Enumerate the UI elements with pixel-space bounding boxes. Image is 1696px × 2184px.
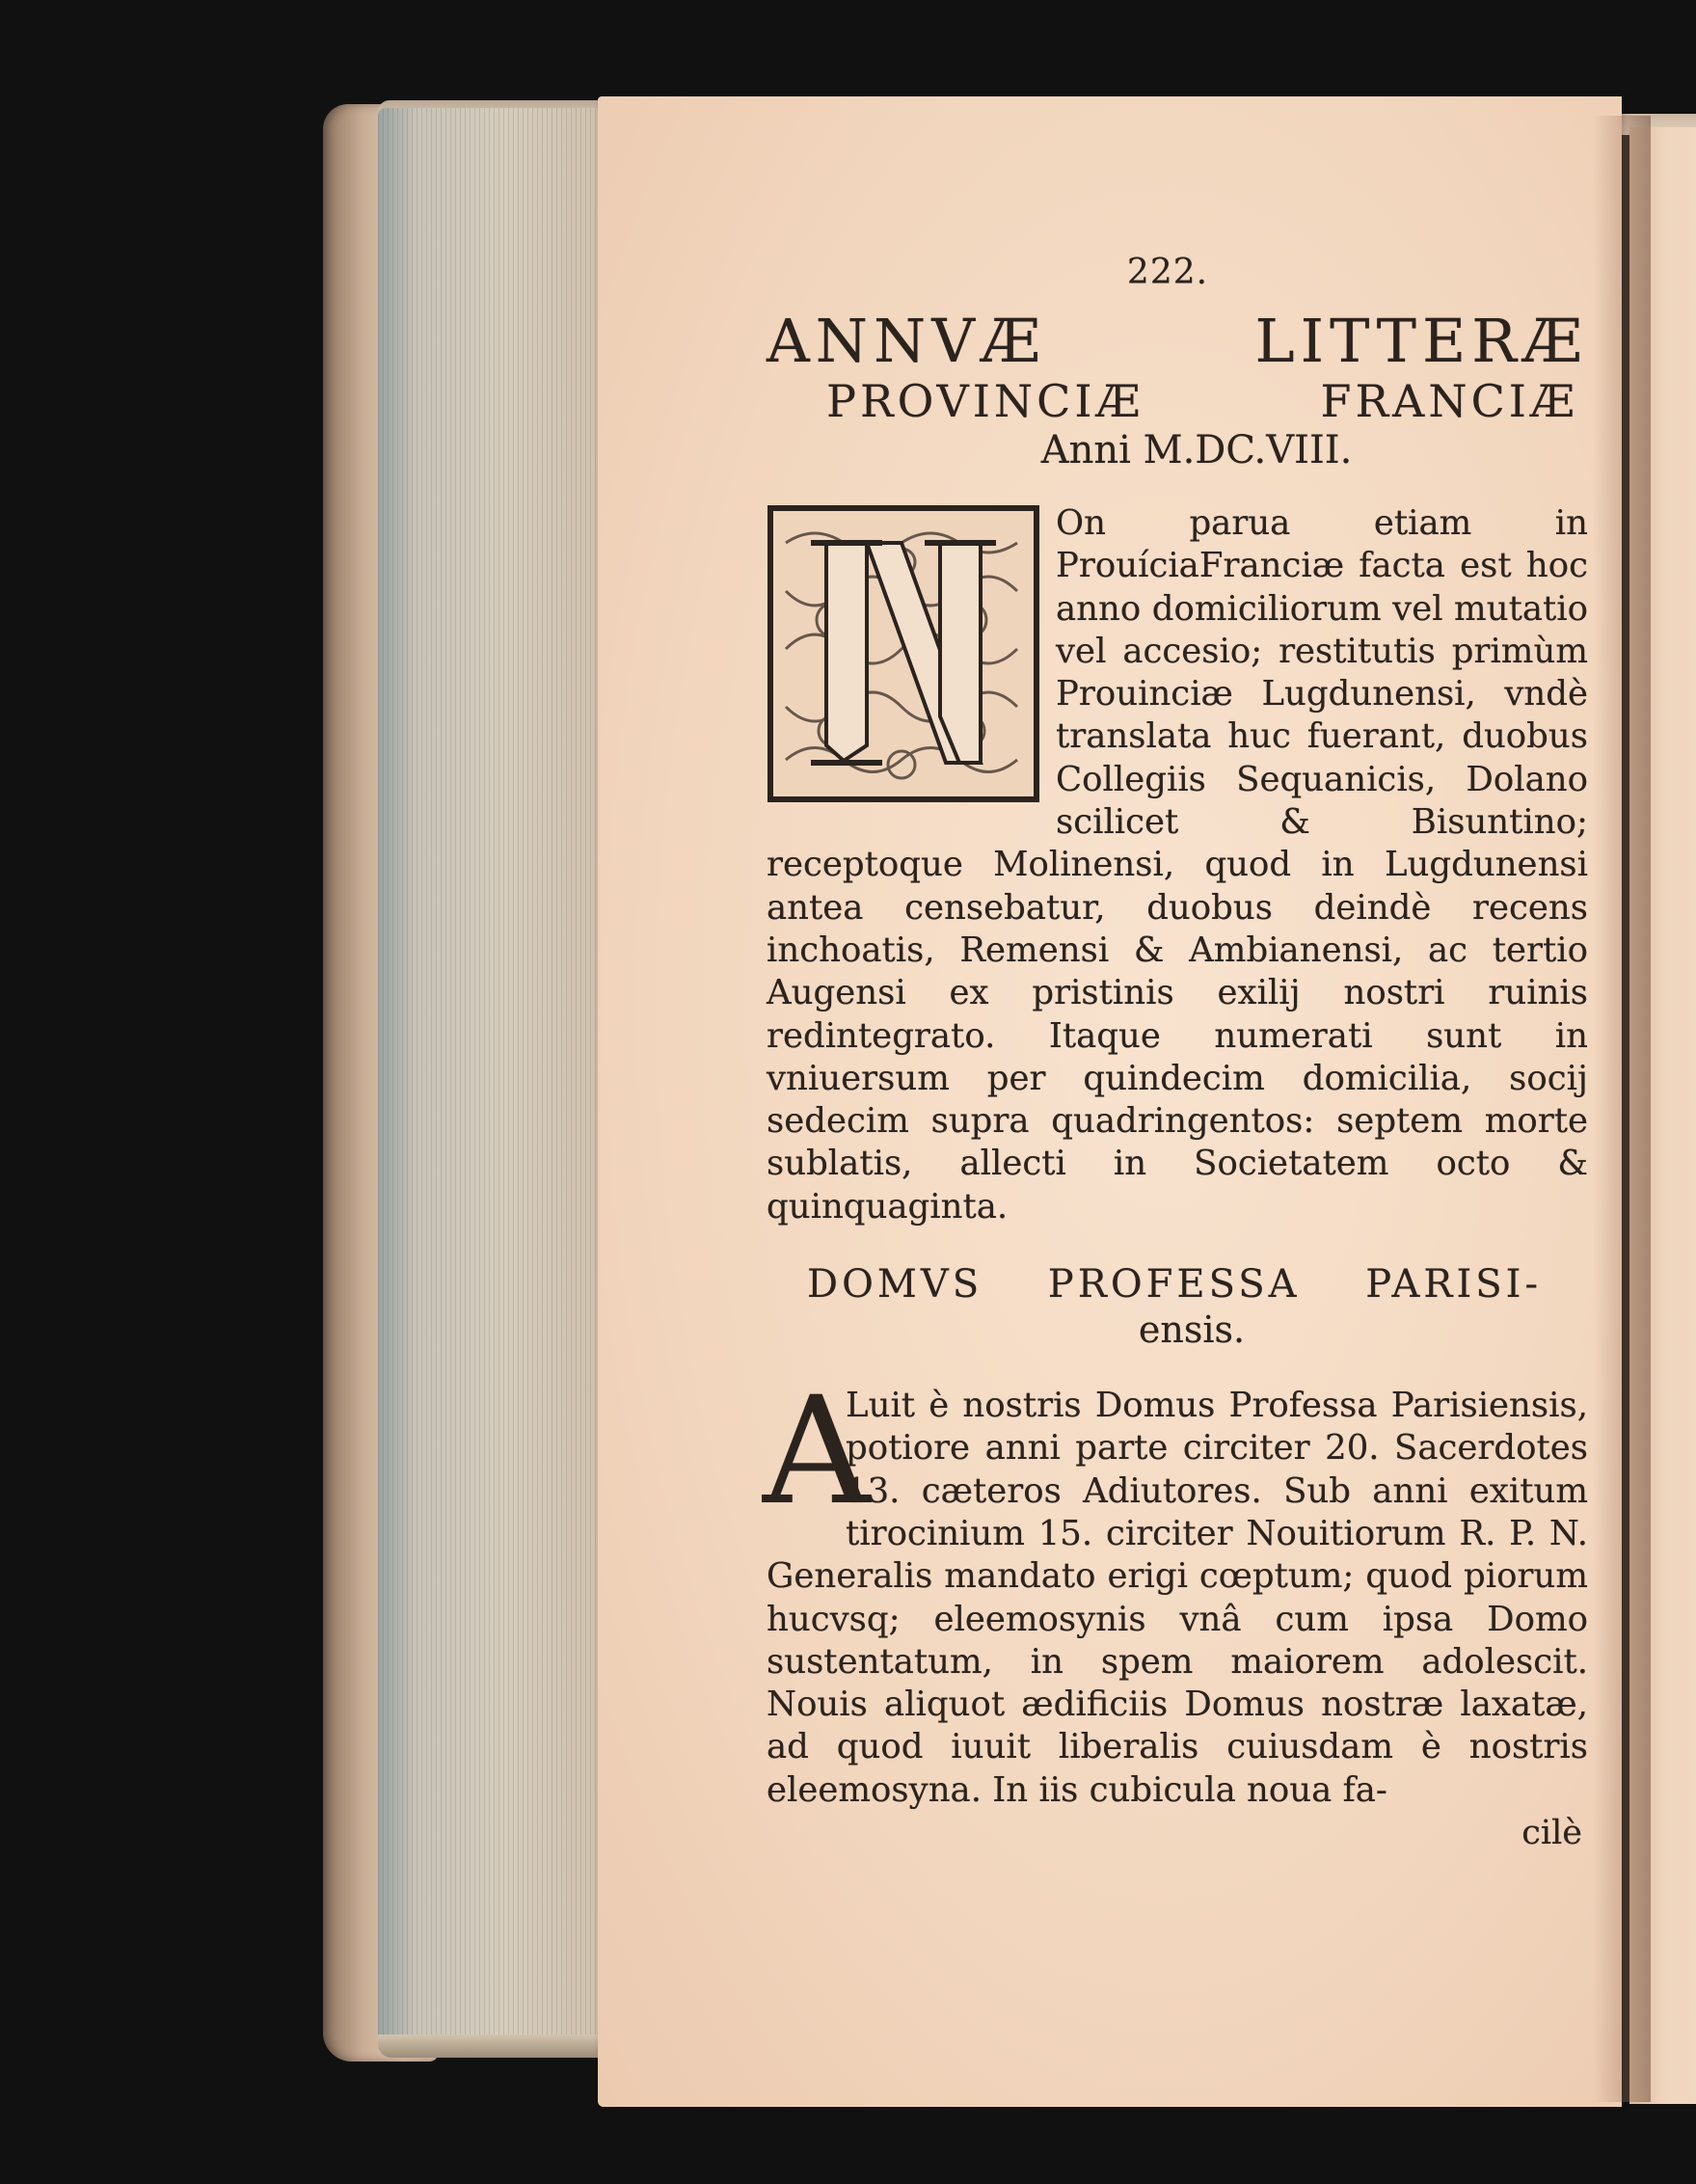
- page-stack-bottom: [378, 2035, 631, 2058]
- title-line-3: Anni M.DC.VIII.: [1040, 428, 1353, 472]
- paragraph-1: On parua etiam in ProuíciaFranciæ facta est hoc anno domiciliorum vel mutatio vel accesio; restitutis primùm Prouinciæ Lugdunensi, vndè translata huc fuerant, duobus Collegiis Sequanicis, Dolano scilicet & Bisuntino; receptoque Molinensi, quod in Lugdunensi antea censebatur, duobus deindè recens inchoatis, Remensi & Ambianensi, ac tertio Augensi ex pristinis exilij nostri ruinis redintegrato. Itaque numerati sunt in vniuersum per quindecim domicilia, socij sedecim supra quadringentos: septem morte sublatis, allecti in Societatem octo & quinquaginta.: [767, 503, 1588, 1227]
- paragraph-2-block: [763, 1365, 1588, 1812]
- section-heading-line-2: ensis.: [1138, 1308, 1246, 1352]
- decorated-initial-n-icon: [767, 504, 1040, 803]
- title-line-2: PROVINCIÆ FRANCIÆ: [826, 375, 1578, 427]
- catchword: cilè: [1521, 1814, 1582, 1853]
- page-number: 222.: [1126, 253, 1209, 292]
- paragraph-1-block: [767, 502, 1588, 1228]
- title-line-1: ANNVÆ LITTERÆ: [767, 306, 1588, 376]
- page-stack-fore-edge: [378, 108, 631, 2051]
- page-gutter-shadow: [1593, 116, 1651, 2102]
- section-heading-line-1: DOMVS PROFESSA PARISI-: [807, 1262, 1542, 1308]
- page-text: [763, 253, 1588, 1854]
- paragraph-2: Luit è nostris Domus Professa Parisiensis, potiore anni parte circiter 20. Sacerdotes 13. cæteros Adiutores. Sub anni exitum tirocinium 15. circiter Nouitiorum R. P. N. Generalis mandato erigi cœptum; quod piorum hucvsq; eleemosynis vnâ cum ipsa Domo sustentatum, in spem maiorem adolescit. Nouis aliquot ædificiis Domus nostræ laxatæ, ad quod iuuit liberalis cuiusdam è nostris eleemosyna. In iis cubicula noua fa-: [767, 1386, 1588, 1810]
- initial-letter-a: A: [763, 1365, 871, 1539]
